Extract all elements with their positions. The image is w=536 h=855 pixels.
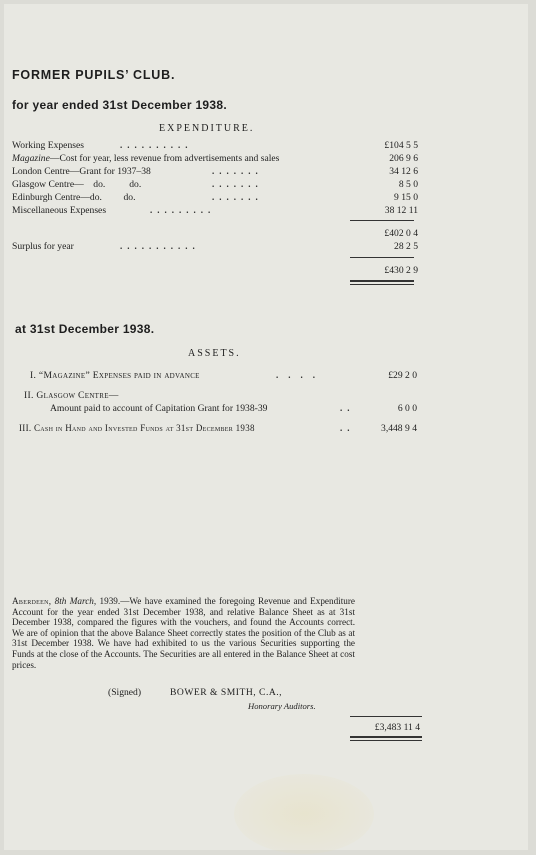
- row-label: Glasgow Centre— do. do.: [12, 179, 142, 190]
- asset-label: II. Glasgow Centre—: [24, 390, 119, 401]
- surplus-amount: 28 2 5: [394, 241, 418, 252]
- leader-dots: .......: [212, 166, 263, 176]
- asset-item: [50, 403, 420, 417]
- total-row: [12, 265, 422, 279]
- row-amount: £104 5 5: [384, 140, 418, 151]
- leader-dots: ..: [340, 423, 355, 433]
- double-rule: [350, 284, 414, 285]
- note-place: Aberdeen,: [12, 596, 52, 606]
- subtotal-rule: [350, 220, 414, 221]
- expenditure-row: [12, 153, 422, 167]
- double-rule: [350, 280, 414, 282]
- row-amount: 8 5 0: [398, 179, 418, 190]
- club-title: FORMER PUPILS’ CLUB.: [12, 68, 176, 82]
- row-label: London Centre—Grant for 1937–38: [12, 166, 151, 177]
- auditor-role: Honorary Auditors.: [248, 701, 316, 711]
- leader-dots: .......: [212, 179, 263, 189]
- auditors-note: [12, 596, 355, 670]
- row-amount: 9 15 0: [394, 192, 418, 203]
- asset-item: [30, 370, 420, 384]
- note-date: 8th March,: [54, 596, 97, 606]
- leader-dots: ...........: [120, 241, 200, 251]
- asset-item: [19, 423, 420, 437]
- expenditure-heading: EXPENDITURE.: [159, 123, 255, 134]
- surplus-label: Surplus for year: [12, 241, 74, 252]
- assets-total: £3,483 11 4: [374, 722, 420, 733]
- asset-label: III. Cash in Hand and Invested Funds at 31st December 1938: [19, 423, 255, 433]
- total-amount: £430 2 9: [384, 265, 418, 276]
- leader-dots: ..........: [120, 140, 193, 150]
- expenditure-row: [12, 179, 422, 193]
- asset-sublabel: Amount paid to account of Capitation Grant for 1938-39: [50, 403, 268, 414]
- assets-heading: ASSETS.: [188, 348, 241, 359]
- row-label: —Cost for year, less revenue from advertisements and sales: [49, 153, 280, 164]
- leader-dots: .......: [212, 192, 263, 202]
- asset-amount: £29 2 0: [388, 370, 417, 381]
- asset-amount: 6 0 0: [397, 403, 417, 414]
- subtotal-row: [12, 228, 422, 242]
- row-amount: 34 12 6: [389, 166, 418, 177]
- row-label-prefix: Magazine: [12, 153, 50, 164]
- auditor-name: BOWER & SMITH, C.A.,: [170, 687, 283, 698]
- row-label: Edinburgh Centre—do. do.: [12, 192, 136, 203]
- assets-date-title: at 31st December 1938.: [15, 322, 155, 336]
- assets-total-rule: [350, 716, 422, 717]
- period-title: for year ended 31st December 1938.: [12, 98, 227, 112]
- row-amount: 206 9 6: [389, 153, 418, 164]
- subtotal-amount: £402 0 4: [384, 228, 418, 239]
- double-rule: [350, 736, 422, 738]
- expenditure-row: [12, 166, 422, 180]
- surplus-row: [12, 241, 422, 255]
- row-amount: 38 12 11: [384, 205, 418, 216]
- document-page: [4, 4, 528, 850]
- total-rule: [350, 257, 414, 258]
- row-label: Working Expenses: [12, 140, 84, 151]
- signed-label: (Signed): [108, 687, 142, 698]
- asset-amount: 3,448 9 4: [381, 423, 417, 434]
- row-label: Miscellaneous Expenses: [12, 205, 107, 216]
- paper-stain: [234, 774, 374, 854]
- leader-dots: ....: [276, 370, 325, 380]
- leader-dots: .........: [150, 205, 216, 215]
- expenditure-row: [12, 140, 422, 154]
- double-rule: [350, 740, 422, 741]
- leader-dots: ..: [340, 403, 355, 413]
- asset-label: I. “Magazine” Expenses paid in advance: [30, 370, 200, 381]
- expenditure-row: [12, 205, 422, 219]
- note-text: 1939.—We have examined the foregoing Revenue and Expenditure Account for the year ended 31st December 1938, and relative Balance Sheet as at 31st December 1938, compared the figures with the vouchers, and found the Accounts correct. We are of opinion that the above Balance Sheet correctly states the position of the Club as at 31st December 1938. We have had exhibited to us the various Securities supporting the Funds at the close of the Accounts. The Securities are all entered in the Balance Sheet at cost prices.: [12, 596, 356, 670]
- expenditure-row: [12, 192, 422, 206]
